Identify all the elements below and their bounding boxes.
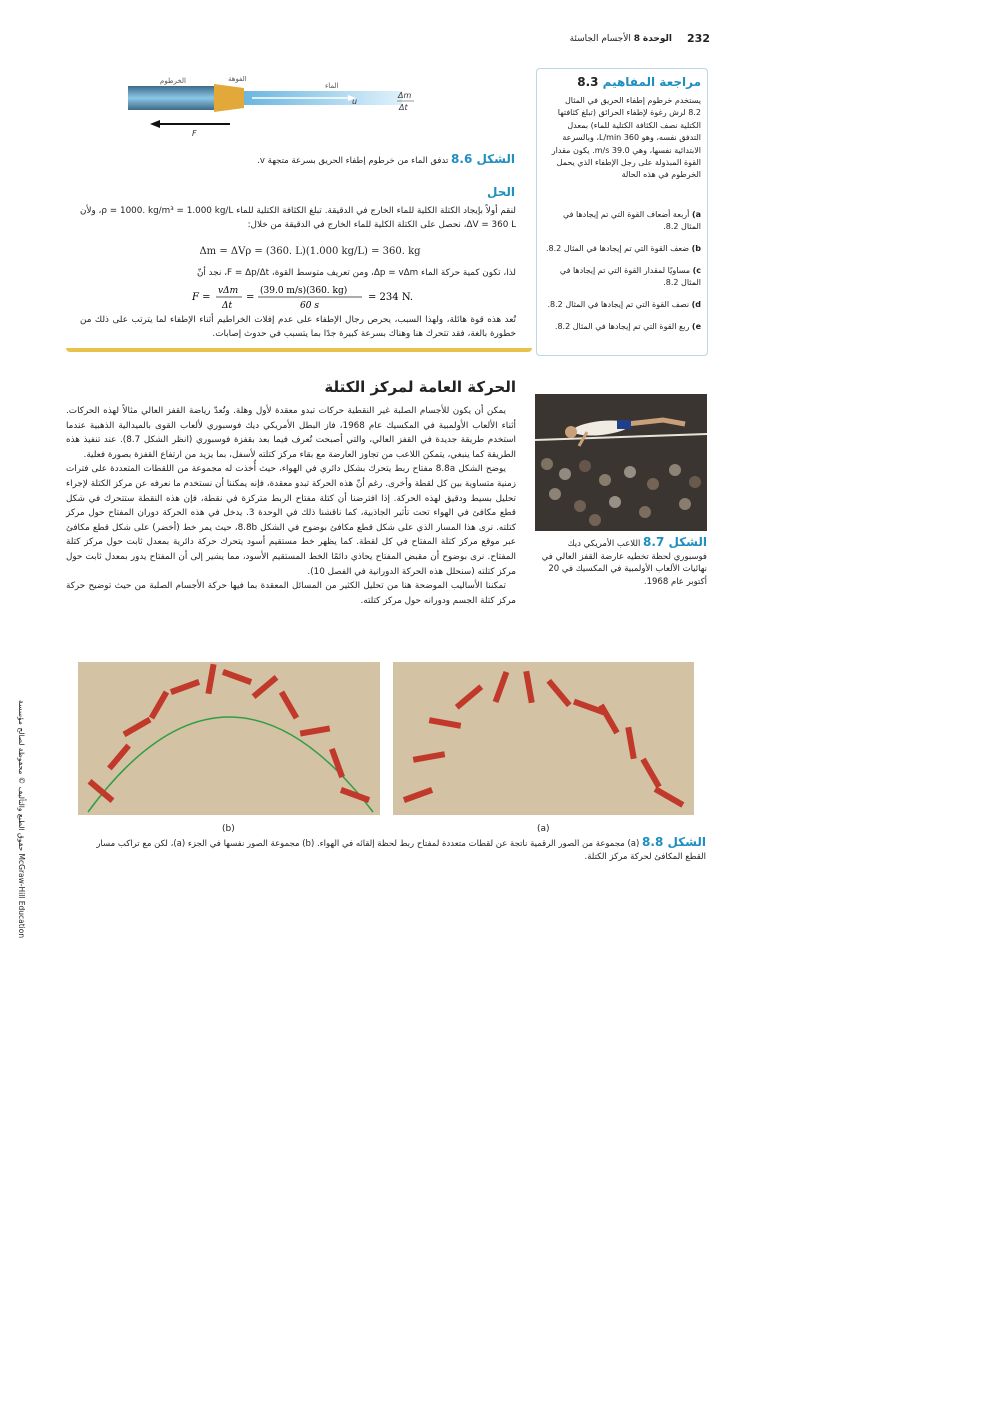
wrench-sequence-a [393,662,694,815]
eq2-frac2-num: (39.0 m/s)(360. kg) [260,286,348,296]
equation-mass: Δm = ΔVρ = (360. L)(1.000 kg/L) = 360. kg [199,246,421,257]
figure-88-text: (a) مجموعة من الصور الرقمية ناتجة عن لقطات متعددة لمفتاح ربط لحظة إلقائه في الهواء. (b) مجموعة الصور نفسها في الجزء (a)، لكن مع تراكب مسار القطع المكافئ لحركة مركز الكتلة. [96,839,706,862]
wrench [455,684,483,709]
wrench [149,691,169,720]
unit-title: الأجسام الجاسئة [569,34,631,44]
section-paragraph-3: تمكننا الأساليب الموضحة هنا من تحليل الكثير من المسائل المعقدة بما فيها حركة الأجسام الصلبة من حيث توضيح حركة مركز كتلة الجسم ودورانه حول مركز كتلته. [66,581,516,606]
wrench [625,727,636,760]
wrench [170,679,200,695]
hose-diagram [120,76,420,140]
running-head [570,34,672,44]
figure-87-label: الشكل 8.7 [643,535,707,549]
option-d: d) نصف القوة التي تم إيجادها في المثال 8.2. [547,300,701,309]
equation-force-graphic [190,282,440,312]
figure-88b-label: (b) [222,824,235,834]
wrench [222,669,252,685]
wrench [523,671,534,704]
eq2-frac1-den: Δt [222,301,233,311]
page-number: 232 [687,32,710,45]
option-a: a) أربعة أضعاف القوة التي تم إيجادها في المثال 8.2. [562,210,701,231]
wrench-strobes-b [88,664,371,803]
wrench [88,779,115,803]
force-arrowhead [150,120,160,128]
label-u: u [352,97,358,106]
concept-review-question: يستخدم خرطوم إطفاء الحريق في المثال 8.2 لرش رغوة لإطفاء الحرائق (تبلغ كثافتها الكتلية نصف الكثافة الكتلية للماء) بمعدل التدفق نفسه، وهو 360 L/min، وبالسرعة الابتدائية نفسها، وهي 39.0 m/s. يكون مقدار القوة المبذولة على رجل الإطفاء الذي يحمل الخرطوم في هذه الحالة [551,96,701,180]
figure-86-label: الشكل 8.6 [451,152,515,166]
hose-body [128,86,218,110]
section-paragraph-2: يوضح الشكل 8.8a مفتاح ربط يتحرك بشكل دائري في الهواء، حيث أُخذت له مجموعة من اللقطات المتعددة على فترات زمنية متساوية بين كل لقطة وأخرى. رغم أنّ هذه الحركة تبدو معقدة، فإنه يمكننا أن نستخدم ما نعرفه عن مركز الكتلة لإجراء تحليل بسيط ودقيق لهذه الحركة. إذا افترضنا أن كتلة مفتاح الربط متركزة في نقطة، فإن هذه النقطة ستتحرك في شكل قطع مكافئ في الهواء تحت تأثير الجاذبية، كما ناقشنا ذلك في الوحدة 3. يدخل في هذه الحركة دوران المفتاح حول مركز كتلته. نرى هذا المسار الذي على شكل قطع مكافئ بوضوح في الشكل 8.8b، حيث يمر خط (أخضر) على شكل قطع مكافئ عبر موقع مركز كتلة المفتاح في كل لقطة. كما يظهر خط مستقيم أسود يتحرك حركة دائرية بمعدل ثابت حول مركز كتلة المفتاح. نرى بوضوح أن مقبض المفتاح يحاذي دائمًا الخط المستقيم الأسود، مما يشير إلى أن المفتاح يدور بمعدل ثابت حول مركز كتلته (سنحلل هذه الحركة الدورانية في الفصل 10). [66,464,517,577]
section-title: الحركة العامة لمركز الكتلة [324,378,516,396]
figure-86-caption [180,152,515,166]
wrench [123,717,152,737]
eq2-frac2-den: 60 s [300,301,319,311]
wrench [300,725,331,736]
concept-review-options [541,209,701,343]
copyright-credit [0,700,26,939]
solution-paragraph-3: تُعد هذه قوة هائلة، ولهذا السبب، يحرص رجال الإطفاء على عدم إفلات الخراطيم أثناء الإطفاء لما يترتب على ذلك من خطورة بالغة، فقد تتحرك هنا وهناك بسرعة كبيرة جدًا بما يتسبب في حدوث إصابات. [80,315,516,339]
high-jump-photo [535,394,707,531]
wrench-strobes-a [403,671,684,808]
option-b: b) ضعف القوة التي تم إيجادها في المثال 8.2. [546,244,701,253]
wrench [413,751,446,762]
eq2-frac1-num: vΔm [218,286,239,296]
solution-heading: الحل [487,185,515,199]
wrench [640,758,661,789]
page-header [520,32,710,52]
figure-87-text: اللاعب الأمريكي ديك فوسبوري لحظة تخطيه عارضة القفز العالي في نهائيات الألعاب الأولمبية في المكسيك في 20 أكتوبر عام 1968. [541,539,707,587]
wrench [598,704,619,735]
nozzle [214,84,244,112]
solution-divider [66,348,532,352]
concept-review-title: مراجعة المفاهيم [602,75,701,89]
concept-review-box [536,68,708,356]
wrench [403,787,433,803]
eq2-lhs: F = [192,292,211,303]
eq2-result: = 234 N. [368,292,414,303]
high-jump-illustration [535,394,707,531]
section-body [66,404,516,608]
label-dm: Δm [398,91,412,100]
label-water: الماء [325,82,339,90]
wrench [279,691,299,720]
eq2-equals: = [246,292,255,303]
wrench [329,748,345,778]
unit-label: الوحدة [642,34,672,44]
figure-86-text: تدفق الماء من خرطوم إطفاء الحريق بسرعة متجهة v. [257,156,449,166]
section-paragraph-1: يمكن أن يكون للأجسام الصلبة غير النقطية حركات تبدو معقدة لأول وهلة. وتُعدّ رياضة القفز العالي مثالاً لهذه الحركات. أثناء الألعاب الأولمبية في المكسيك عام 1968، فاز البطل الأمريكي ديك فوسبوري لألعاب القوى بالميدالية الذهبية عندما استخدم طريقة جديدة في القفز العالي، والتي أصبحت تُعرف فيما بعد بقفزة فوسبوري (انظر الشكل 8.7). عند تنفيذ هذه الطريقة كما ينبغي، يتمكن اللاعب من تجاوز العارضة مع بقاء مركز كتلته لأسفل، بما يزيد من ارتفاع القفزة بصورة فعلية. [66,406,516,460]
hose-figure [120,76,420,140]
solution-paragraph-1: لنقم أولاً بإيجاد الكتلة الكلية للماء الخارج في الدقيقة. تبلغ الكثافة الكتلية للماء ρ = 1000. kg/m³ = 1.000 kg/L، ولأن ΔV = 360 L، نحصل على الكتلة الكلية للماء الخارج في الدقيقة من خلال: [80,206,516,230]
wrench [205,664,216,695]
label-hose: الخرطوم [160,77,186,85]
concept-review-heading [577,75,701,89]
label-force: F [192,129,197,138]
figure-88a-photo [393,662,694,815]
figure-88-caption [78,836,706,864]
unit-number: 8 [633,34,641,44]
wrench [654,786,685,807]
option-c: c) مساويًا لمقدار القوة التي تم إيجادها في المثال 8.2. [559,266,701,287]
label-dt: Δt [399,103,408,112]
wrench [429,717,462,728]
wrench-sequence-b [78,662,380,815]
figure-88-label: الشكل 8.8 [642,835,706,849]
figure-87-caption [535,536,707,588]
concept-review-number: 8.3 [577,75,599,89]
wrench [252,675,279,699]
figure-88a-label: (a) [537,824,550,834]
option-e: e) ربع القوة التي تم إيجادها في المثال 8.2. [554,322,701,331]
copyright-text: حقوق الطبع والتأليف © محفوظة لصالح مؤسسة McGraw-Hill Education [17,700,26,939]
wrench [493,671,510,703]
equation-force [190,282,440,312]
wrench [546,679,571,707]
solution-paragraph-2: لذا، تكون كمية حركة الماء Δp = vΔm، ومن تعريف متوسط القوة، F = Δp/Δt، نجد أنّ [196,268,516,278]
figure-88b-photo [78,662,380,815]
label-nozzle: الفوهة [228,76,247,83]
